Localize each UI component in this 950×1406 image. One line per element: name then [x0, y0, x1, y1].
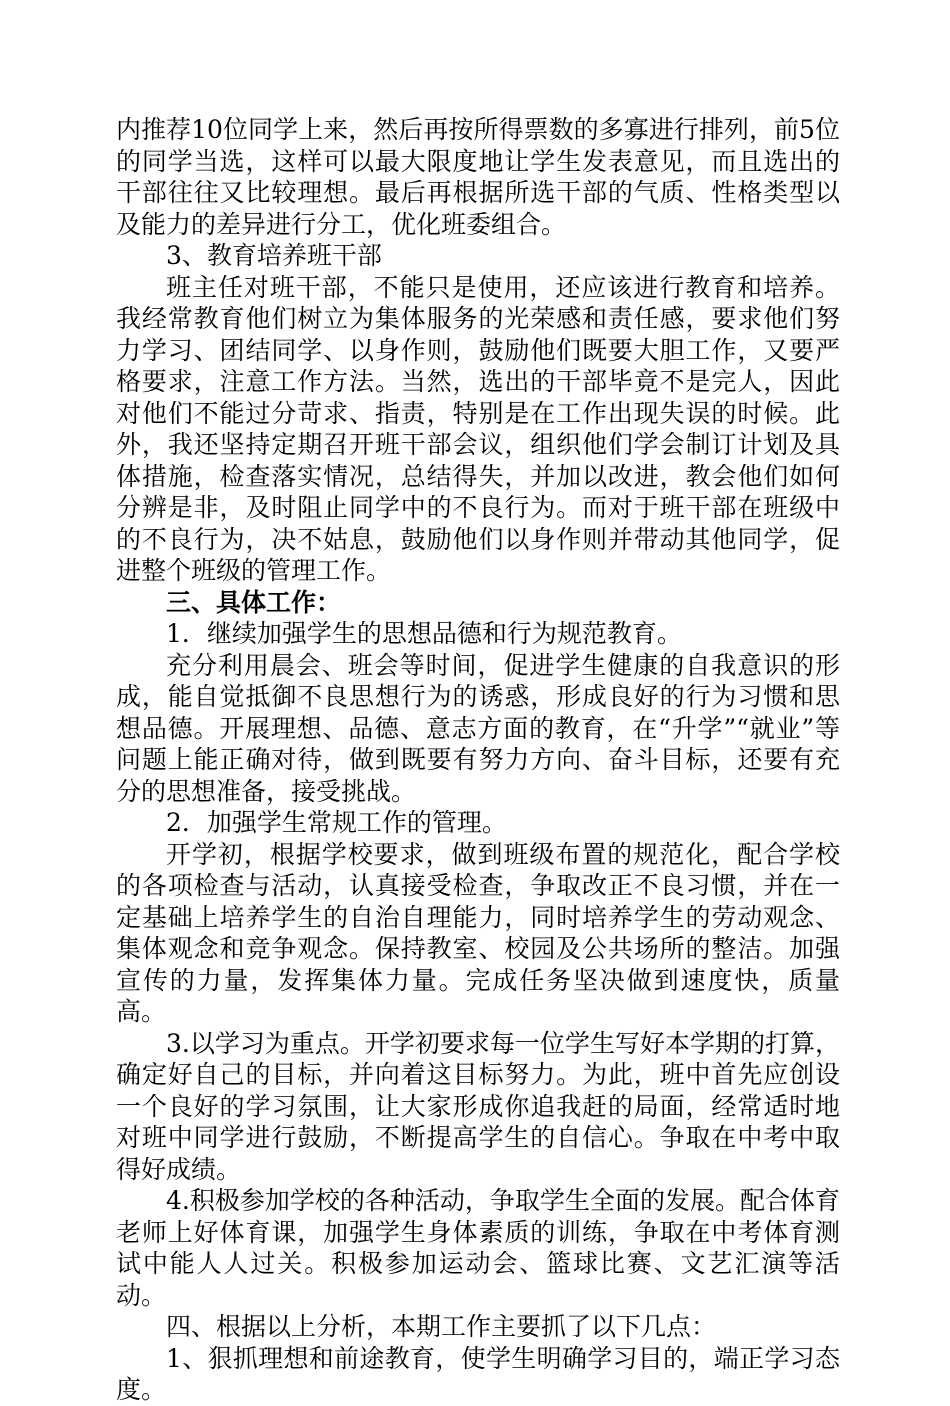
paragraph-train-cadres: 班主任对班干部，不能只是使用，还应该进行教育和培养。我经常教育他们树立为集体服务的光荣感和责任感，要求他们努力学习、团结同学、以身作则，鼓励他们既要大胆工作，又要严格要求，注意工作方法。当然，选出的干部毕竟不是完人，因此对他们不能过分苛求、指责，特别是在工作出现失误的时候。此外，我还坚持定期召开班干部会议，组织他们学会制订计划及具体措施，检查落实情况，总结得失，并加以改进，教会他们如何分辨是非，及时阻止同学中的不良行为。而对于班干部在班级中的不良行为，决不姑息，鼓励他们以身作则并带动其他同学，促进整个班级的管理工作。 — [116, 272, 840, 585]
section-heading-analysis: 四、根据以上分析，本期工作主要抓了以下几点： — [166, 1312, 717, 1341]
paragraph-school-activities: 4.积极参加学校的各种活动，争取学生全面的发展。配合体育老师上好体育课，加强学生身体素质的训练，争取在中考体育测试中能人人过关。积极参加运动会、篮球比赛、文艺汇演等活动。 — [116, 1186, 840, 1310]
item-heading-moral-education: 1．继续加强学生的思想品德和行为规范教育。 — [166, 619, 682, 648]
document-body — [116, 114, 840, 1406]
paragraph-routine-management: 开学初，根据学校要求，做到班级布置的规范化，配合学校的各项检查与活动，认真接受检查，争取改正不良习惯，并在一定基础上培养学生的自治自理能力，同时培养学生的劳动观念、集体观念和竞争观念。保持教室、校园及公共场所的整洁。加强宣传的力量，发挥集体力量。完成任务坚决做到速度快，质量高。 — [116, 839, 840, 1026]
paragraph-moral-education: 充分利用晨会、班会等时间，促进学生健康的自我意识的形成，能自觉抵御不良思想行为的诱惑，形成良好的行为习惯和思想品德。开展理想、品德、意志方面的教育，在“升学”“就业”等问题上能正确对待，做到既要有努力方向、奋斗目标，还要有充分的思想准备，接受挑战。 — [116, 650, 840, 806]
paragraph-study-focus: 3.以学习为重点。开学初要求每一位学生写好本学期的打算，确定好自己的目标，并向着这目标努力。为此，班中首先应创设一个良好的学习氛围，让大家形成你追我赶的局面，经常适时地对班中同学进行鼓励，不断提高学生的自信心。争取在中考中取得好成绩。 — [116, 1028, 840, 1184]
section-heading-specific-work: 三、具体工作： — [166, 587, 342, 617]
item-heading-routine-management: 2．加强学生常规工作的管理。 — [166, 808, 507, 837]
paragraph-class-cadre-election: 内推荐10位同学上来，然后再按所得票数的多寡进行排列，前5位的同学当选，这样可以最大限度地让学生发表意见，而且选出的干部往往又比较理想。最后再根据所选干部的气质、性格类型以及能力的差异进行分工，优化班委组合。 — [116, 115, 840, 239]
subheading-train-cadres: 3、教育培养班干部 — [166, 241, 382, 270]
paragraph-ideals-education: 1、狠抓理想和前途教育，使学生明确学习目的，端正学习态度。 — [116, 1343, 840, 1404]
